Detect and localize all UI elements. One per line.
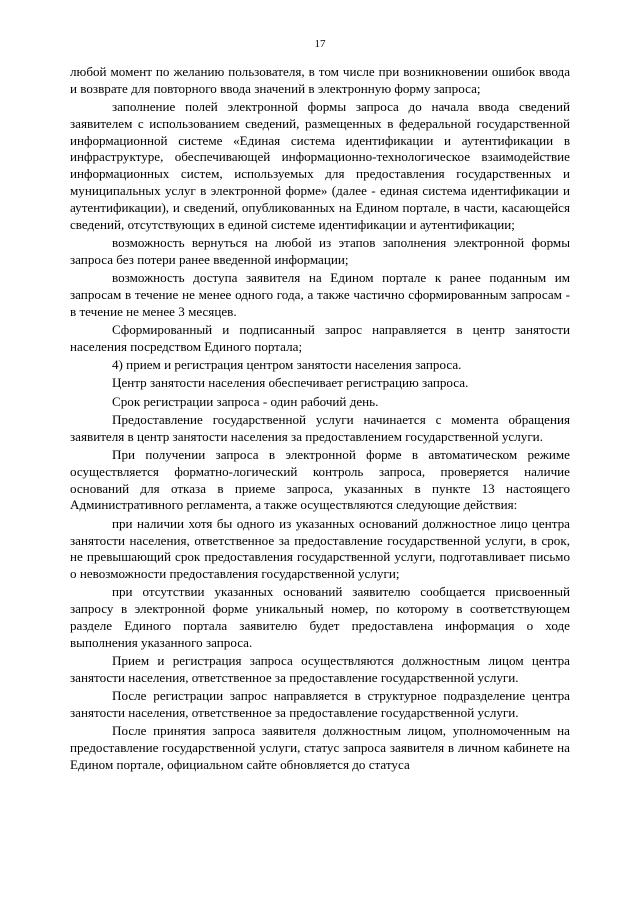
paragraph-11: при наличии хотя бы одного из указанных оснований должностное лицо центра занятости населения, ответственное за предоставление государственной услуги, в срок, не превышающий срок предоставления государственной услуги, подготавливает письмо о невозможности предоставления государственной услуги; <box>70 515 570 582</box>
paragraph-15: После принятия запроса заявителя должностным лицом, уполномоченным на предоставление государственной услуги, статус запроса заявителя в личном кабинете на Едином портале, официальном сайте обновляется до статуса <box>70 723 570 772</box>
paragraph-9: Предоставление государственной услуги начинается с момента обращения заявителя в центр занятости населения за предоставлением государственной услуги. <box>70 411 570 444</box>
page-number: 17 <box>314 38 326 50</box>
body-text <box>70 64 570 775</box>
paragraph-3: возможность вернуться на любой из этапов заполнения электронной формы запроса без потери ранее введенной информации; <box>70 234 570 267</box>
paragraph-10: При получении запроса в электронной форме в автоматическом режиме осуществляется форматно-логический контроль запроса, проверяется наличие оснований для отказа в приеме запроса, указанных в пункте 13 настоящего Административного регламента, а также осуществляются следующие действия: <box>70 447 570 513</box>
paragraph-7: Центр занятости населения обеспечивает регистрацию запроса. <box>112 375 469 391</box>
paragraph-5: Сформированный и подписанный запрос направляется в центр занятости населения посредством Единого портала; <box>70 321 570 354</box>
paragraph-12: при отсутствии указанных оснований заявителю сообщается присвоенный запросу в электронной форме уникальный номер, по которому в соответствующем разделе Единого портала заявителю будет предоставлена информация о ходе выполнения указанного запроса. <box>70 584 570 650</box>
paragraph-13: Прием и регистрация запроса осуществляются должностным лицом центра занятости населения, ответственное за предоставление государственной услуги. <box>70 653 570 685</box>
paragraph-8: Срок регистрации запроса - один рабочий день. <box>112 393 379 409</box>
paragraph-1: любой момент по желанию пользователя, в том числе при возникновении ошибок ввода и возврате для повторного ввода значений в электронную форму запроса; <box>70 64 570 96</box>
paragraph-6: 4) прием и регистрация центром занятости населения запроса. <box>112 357 462 373</box>
paragraph-2: заполнение полей электронной формы запроса до начала ввода сведений заявителем с использованием сведений, размещенных в федеральной государственной информационной системе «Единая система идентификации и аутентификации в инфраструктуре, обеспечивающей информационно-технологическое взаимодействие информационных систем, используемых для предоставления государственных и муниципальных услуг в электронной форме» (далее - единая система идентификации и аутентификации), и сведений, опубликованных на Едином портале, в части, касающейся сведений, отсутствующих в единой системе идентификации и аутентификации; <box>70 99 570 232</box>
paragraph-14: После регистрации запрос направляется в структурное подразделение центра занятости населения, ответственное за предоставление государственной услуги. <box>70 688 570 720</box>
paragraph-4: возможность доступа заявителя на Едином портале к ранее поданным им запросам в течение не менее одного года, а также частично сформированным запросам - в течение не менее 3 месяцев. <box>70 270 570 319</box>
